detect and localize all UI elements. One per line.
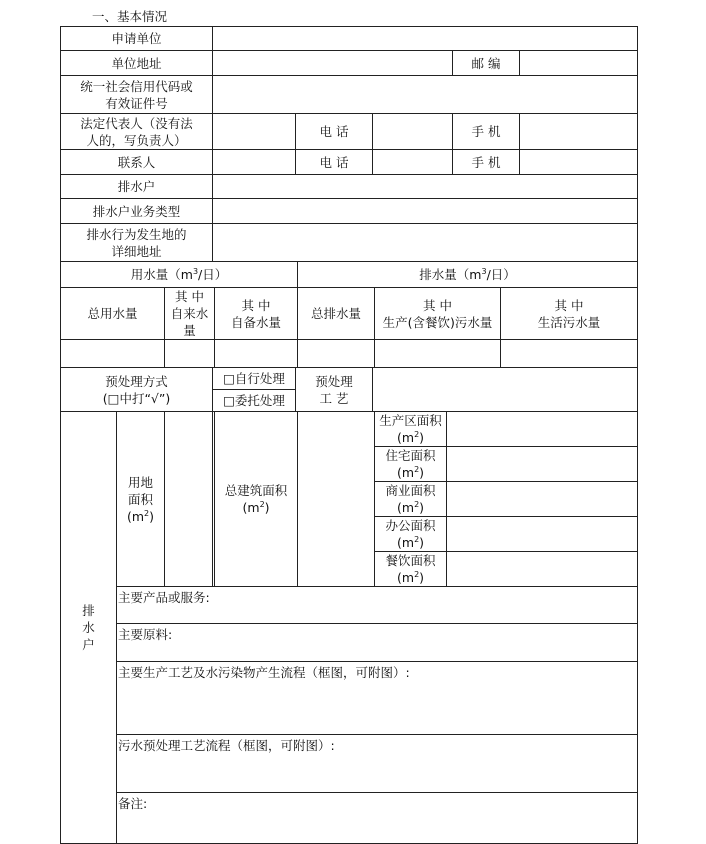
contact-phone-value[interactable]	[373, 150, 453, 175]
legal-rep-mobile-value[interactable]	[520, 114, 638, 150]
tap-water-header: 其 中 自来水量	[165, 288, 215, 340]
office-area-value[interactable]	[447, 517, 638, 552]
contact-mobile-label: 手 机	[453, 150, 520, 175]
basic-info-table	[60, 26, 638, 844]
production-area-value[interactable]	[447, 412, 638, 447]
legal-rep-mobile-label: 手 机	[453, 114, 520, 150]
production-sewage-header: 其 中 生产(含餐饮)污水量	[375, 288, 501, 340]
water-use-header: 用水量（$m^3/$日）	[61, 262, 298, 288]
residential-area-value[interactable]	[447, 447, 638, 482]
production-sewage-value[interactable]	[375, 340, 501, 368]
total-use-value[interactable]	[61, 340, 165, 368]
legal-rep-label: 法定代表人（没有法 人的，写负责人）	[61, 114, 213, 150]
main-materials-field[interactable]: 主要原料:	[117, 624, 638, 662]
credit-code-label: 统一社会信用代码或 有效证件号	[61, 76, 213, 114]
legal-rep-value[interactable]	[213, 114, 296, 150]
credit-code-value[interactable]	[213, 76, 638, 114]
land-area-value[interactable]	[165, 412, 213, 587]
remarks-field[interactable]: 备注:	[117, 793, 638, 844]
commercial-area-value[interactable]	[447, 482, 638, 517]
self-treatment-checkbox[interactable]: □自行处理	[213, 368, 296, 390]
domestic-sewage-value[interactable]	[501, 340, 638, 368]
building-area-label: 总建筑面积 $(m^2)$	[215, 412, 298, 587]
contact-value[interactable]	[213, 150, 296, 175]
water-discharge-header: 排水量（$m^3/$日）	[298, 262, 638, 288]
entrusted-treatment-checkbox[interactable]: □委托处理	[213, 390, 296, 412]
contact-label: 联系人	[61, 150, 213, 175]
discharge-address-value[interactable]	[213, 224, 638, 262]
pretreatment-method-label: 预处理方式 (□中打“√”)	[61, 368, 213, 412]
discharger-side-label: 排 水 户	[61, 412, 117, 844]
postcode-label: 邮 编	[453, 51, 520, 76]
building-area-value[interactable]	[298, 412, 375, 587]
own-water-header: 其 中 自备水量	[215, 288, 298, 340]
pretreatment-process-value[interactable]	[373, 368, 638, 412]
address-value[interactable]	[213, 51, 453, 76]
production-area-label: 生产区面积$(m^2)$	[375, 412, 447, 447]
discharger-value[interactable]	[213, 175, 638, 199]
applicant-label: 申请单位	[61, 27, 213, 51]
applicant-value[interactable]	[213, 27, 638, 51]
catering-area-value[interactable]	[447, 552, 638, 587]
catering-area-label: 餐饮面积$(m^2)$	[375, 552, 447, 587]
commercial-area-label: 商业面积$(m^2)$	[375, 482, 447, 517]
pretreatment-process-label: 预处理 工 艺	[296, 368, 373, 412]
domestic-sewage-header: 其 中 生活污水量	[501, 288, 638, 340]
total-discharge-header: 总排水量	[298, 288, 375, 340]
tap-water-value[interactable]	[165, 340, 215, 368]
section-title: 一、基本情况	[92, 9, 168, 24]
business-type-value[interactable]	[213, 199, 638, 224]
legal-rep-phone-label: 电 话	[296, 114, 373, 150]
total-use-header: 总用水量	[61, 288, 165, 340]
contact-phone-label: 电 话	[296, 150, 373, 175]
main-products-field[interactable]: 主要产品或服务:	[117, 587, 638, 624]
address-label: 单位地址	[61, 51, 213, 76]
pretreatment-flow-field[interactable]: 污水预处理工艺流程（框图，可附图）:	[117, 735, 638, 793]
contact-mobile-value[interactable]	[520, 150, 638, 175]
production-process-field[interactable]: 主要生产工艺及水污染物产生流程（框图，可附图）:	[117, 662, 638, 735]
postcode-value[interactable]	[520, 51, 638, 76]
own-water-value[interactable]	[215, 340, 298, 368]
total-discharge-value[interactable]	[298, 340, 375, 368]
office-area-label: 办公面积$(m^2)$	[375, 517, 447, 552]
legal-rep-phone-value[interactable]	[373, 114, 453, 150]
discharger-label: 排水户	[61, 175, 213, 199]
discharge-address-label: 排水行为发生地的 详细地址	[61, 224, 213, 262]
residential-area-label: 住宅面积$(m^2)$	[375, 447, 447, 482]
land-area-label: 用地 面积 $(m^2)$	[117, 412, 165, 587]
business-type-label: 排水户业务类型	[61, 199, 213, 224]
